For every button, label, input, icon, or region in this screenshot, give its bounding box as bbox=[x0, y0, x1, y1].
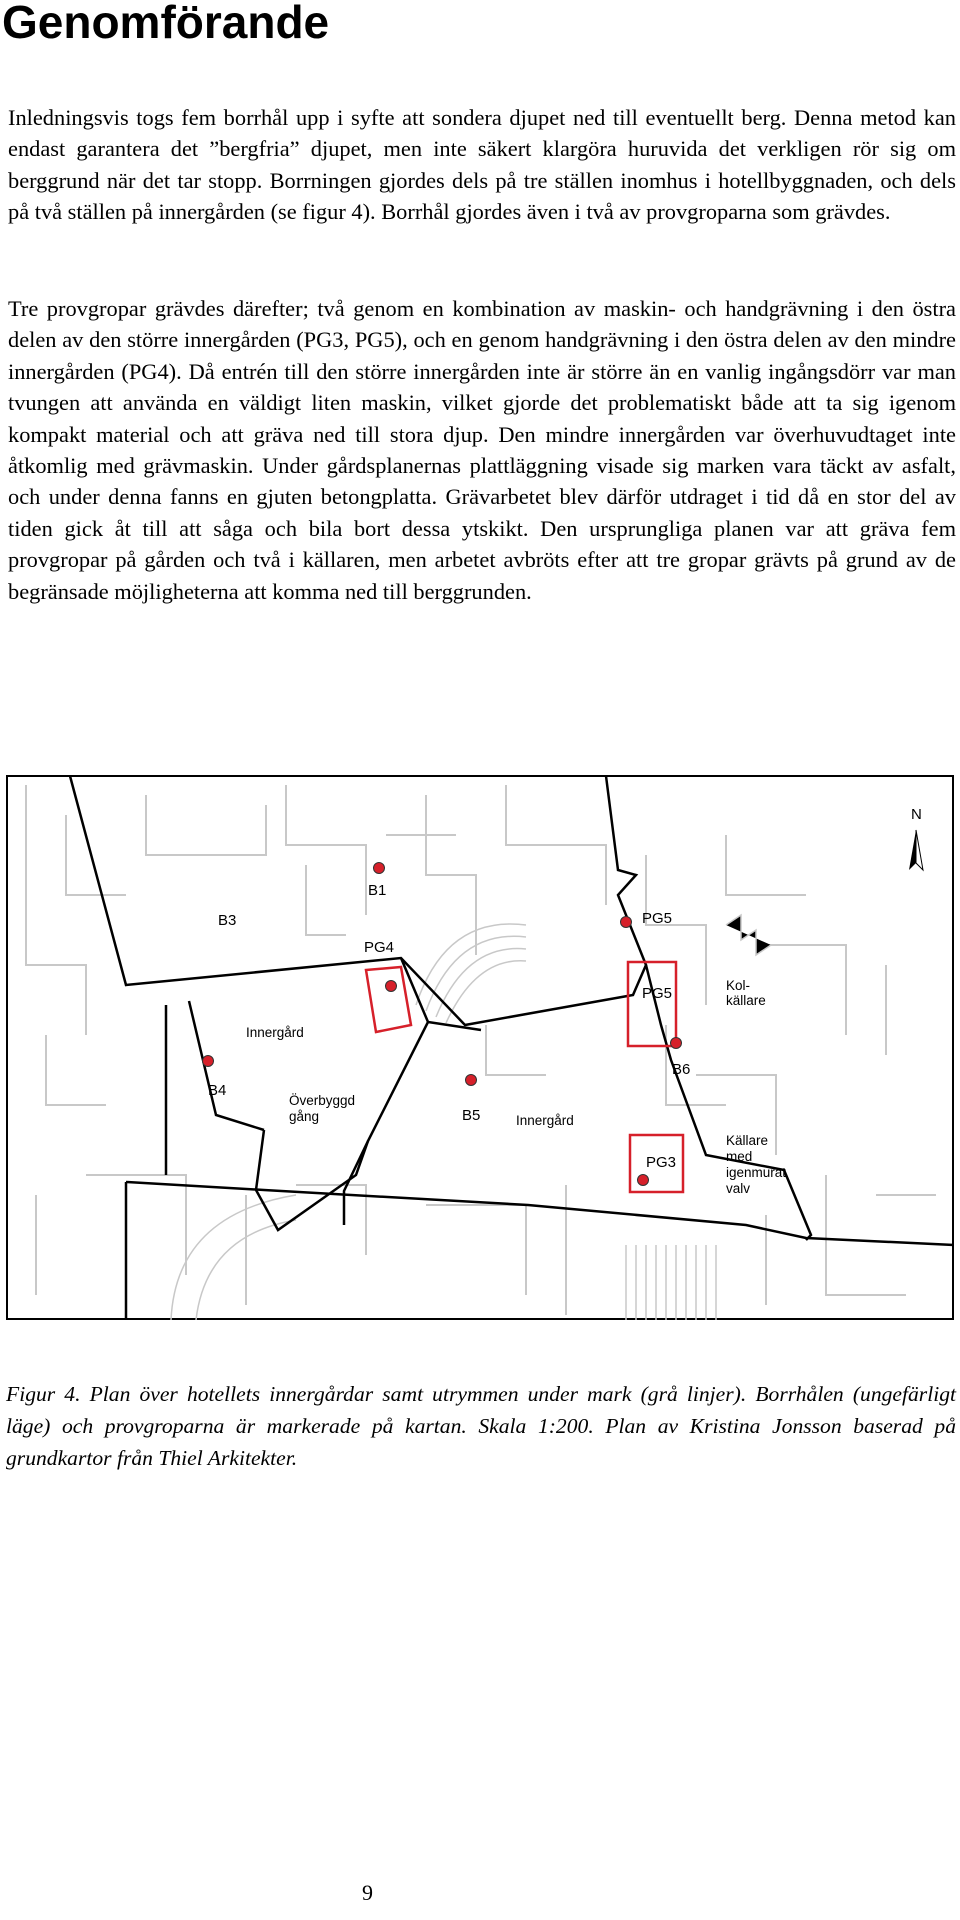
page-heading: Genomförande bbox=[2, 0, 330, 48]
label-b1: B1 bbox=[368, 882, 387, 899]
label-b6: B6 bbox=[672, 1061, 691, 1078]
figure-caption: Figur 4. Plan över hotellets innergårdar samt utrymmen under mark (grå linjer). Borrhålen (ungefärligt läge) och provgroparna är markerade på kartan. Skala 1:200. Plan av Kristina Jonsson baserad på grundkartor från Thiel Arkitekter. bbox=[6, 1382, 956, 1470]
label-pg5-box: PG5 bbox=[642, 985, 673, 1002]
label-b3: B3 bbox=[218, 912, 237, 929]
site-plan-map bbox=[6, 775, 954, 1320]
label-innergard-large: Innergård bbox=[516, 1113, 574, 1128]
label-kallare-kol: källare bbox=[726, 993, 766, 1008]
label-innergard-small: Innergård bbox=[246, 1025, 304, 1040]
label-gang: gång bbox=[289, 1109, 320, 1124]
label-igenmurat: igenmurat bbox=[726, 1165, 787, 1180]
label-b4: B4 bbox=[208, 1082, 227, 1099]
label-overbyggd: Överbyggd bbox=[289, 1093, 356, 1108]
label-med: med bbox=[726, 1149, 753, 1164]
paragraph-borrhal: Inledningsvis togs fem borrhål upp i syfte att sondera djupet ned till eventuellt berg. Denna metod kan endast garantera det ”bergfria” djupet, men inte säkert klargöra huruvida det verkligen rör sig om berggrund när det tar stopp. Borrningen gjordes dels på tre ställen inomhus i hotellbyggnaden, och dels på två ställen på innergården (se figur 4). Borrhål gjordes även i två av provgroparna som grävdes. bbox=[8, 105, 956, 225]
label-valv: valv bbox=[726, 1181, 751, 1196]
label-pg5-top: PG5 bbox=[642, 910, 673, 927]
b4-marker bbox=[203, 1056, 214, 1067]
label-pg3: PG3 bbox=[646, 1154, 677, 1171]
b6-marker bbox=[671, 1038, 682, 1049]
pg5-marker bbox=[621, 917, 632, 928]
label-kol: Kol- bbox=[726, 978, 751, 993]
paragraph-provgropar: Tre provgropar grävdes därefter; två genom en kombination av maskin- och handgrävning i den östra delen av den större innergården (PG3, PG5), och en genom handgrävning i den östra delen av den mindre innergården (PG4). Då entrén till den större innergården inte är större än en vanlig ingångsdörr var man tvungen att använda en väldigt liten maskin, vilket gjorde det problematiskt både att ta sig igenom kompakt material och att gräva ned till stora djup. Den mindre innergården var överhuvudtaget inte åtkomlig med grävmaskin. Under gårdsplanernas plattläggning visade sig marken vara täckt av asfalt, och under denna fanns en gjuten betongplatta. Grävarbetet blev därför utdraget i tid då en stor del av tiden gick åt till att såga och bila bort dessa ytskikt. Den ursprungliga planen var att gräva fem provgropar på gården och två i källaren, men arbetet avbröts efter att tre gropar grävts på grund av de begränsade möjligheterna att komma ned till berggrunden. bbox=[8, 296, 956, 604]
pg4-marker bbox=[386, 981, 397, 992]
label-kallare: Källare bbox=[726, 1133, 769, 1148]
b1-marker bbox=[374, 863, 385, 874]
b5-marker bbox=[466, 1075, 477, 1086]
page-number: 9 bbox=[362, 1880, 373, 1905]
north-label: N bbox=[911, 806, 922, 823]
pg3-marker bbox=[638, 1175, 649, 1186]
label-b5: B5 bbox=[462, 1107, 481, 1124]
label-pg4: PG4 bbox=[364, 939, 395, 956]
